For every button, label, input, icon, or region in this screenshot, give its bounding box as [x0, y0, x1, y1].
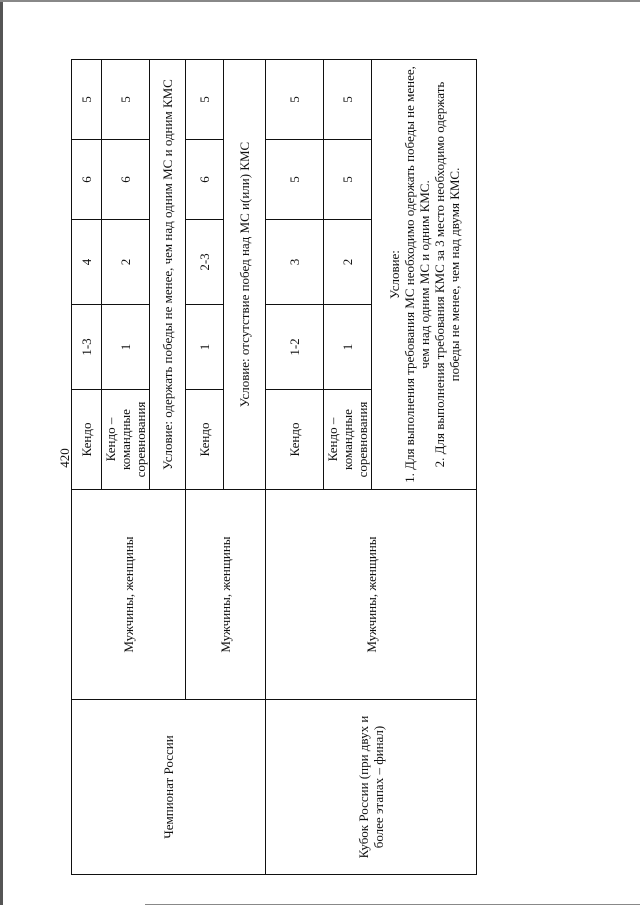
discipline-cell: Кендо: [186, 390, 224, 490]
place-cell: 5: [102, 60, 150, 140]
group-cell: Мужчины, женщины: [72, 490, 186, 700]
discipline-cell: Кендо: [266, 390, 324, 490]
page-number: [55, 448, 72, 468]
place-cell: 6: [186, 140, 224, 220]
place-cell: 5: [72, 60, 102, 140]
discipline-cell: Кендо – командные соревнования: [324, 390, 372, 490]
scan-edge-top: [0, 0, 640, 2]
condition-cell: Условие: отсутствие побед над МС и(или) КМС: [224, 60, 266, 490]
rotated-table-frame: [71, 60, 462, 875]
place-cell: 3: [266, 220, 324, 305]
place-cell: 1: [324, 305, 372, 390]
scan-edge-left: [0, 0, 3, 905]
condition-cell: [372, 60, 477, 490]
place-cell: 2-3: [186, 220, 224, 305]
place-cell: 1-2: [266, 305, 324, 390]
place-cell: 5: [324, 140, 372, 220]
condition-item-2: 2. Для выполнения требования КМС за 3 место необходимо одержать победы не менее, чем над двумя КМС.: [431, 81, 462, 468]
place-cell: 6: [72, 140, 102, 220]
condition-cell: Условие: одержать победы не менее, чем над одним МС и одним КМС: [150, 60, 186, 490]
place-cell: 6: [102, 140, 150, 220]
discipline-cell: Кендо – командные соревнования: [102, 390, 150, 490]
group-cell: Мужчины, женщины: [266, 490, 477, 700]
place-cell: 1-3: [72, 305, 102, 390]
competition-table: [71, 59, 477, 875]
place-cell: 5: [186, 60, 224, 140]
place-cell: 1: [186, 305, 224, 390]
place-cell: 1: [102, 305, 150, 390]
competition-cell: Кубок России (при двух и более этапах – финал): [266, 700, 477, 875]
place-cell: 5: [266, 60, 324, 140]
group-cell: Мужчины, женщины: [186, 490, 266, 700]
page-number-text: 420: [56, 448, 72, 468]
condition-title: Условие:: [386, 250, 402, 299]
place-cell: 5: [324, 60, 372, 140]
discipline-cell: Кендо: [72, 390, 102, 490]
place-cell: 4: [72, 220, 102, 305]
place-cell: 2: [324, 220, 372, 305]
condition-item-1: 1. Для выполнения требования МС необходимо одержать победы не менее, чем над одним МС и одним КМС.: [401, 66, 432, 483]
table-row: [72, 60, 102, 875]
rotated-table: [71, 60, 462, 875]
competition-cell: Чемпионат России: [72, 700, 266, 875]
table-row: [266, 60, 324, 875]
place-cell: 5: [266, 140, 324, 220]
place-cell: 2: [102, 220, 150, 305]
